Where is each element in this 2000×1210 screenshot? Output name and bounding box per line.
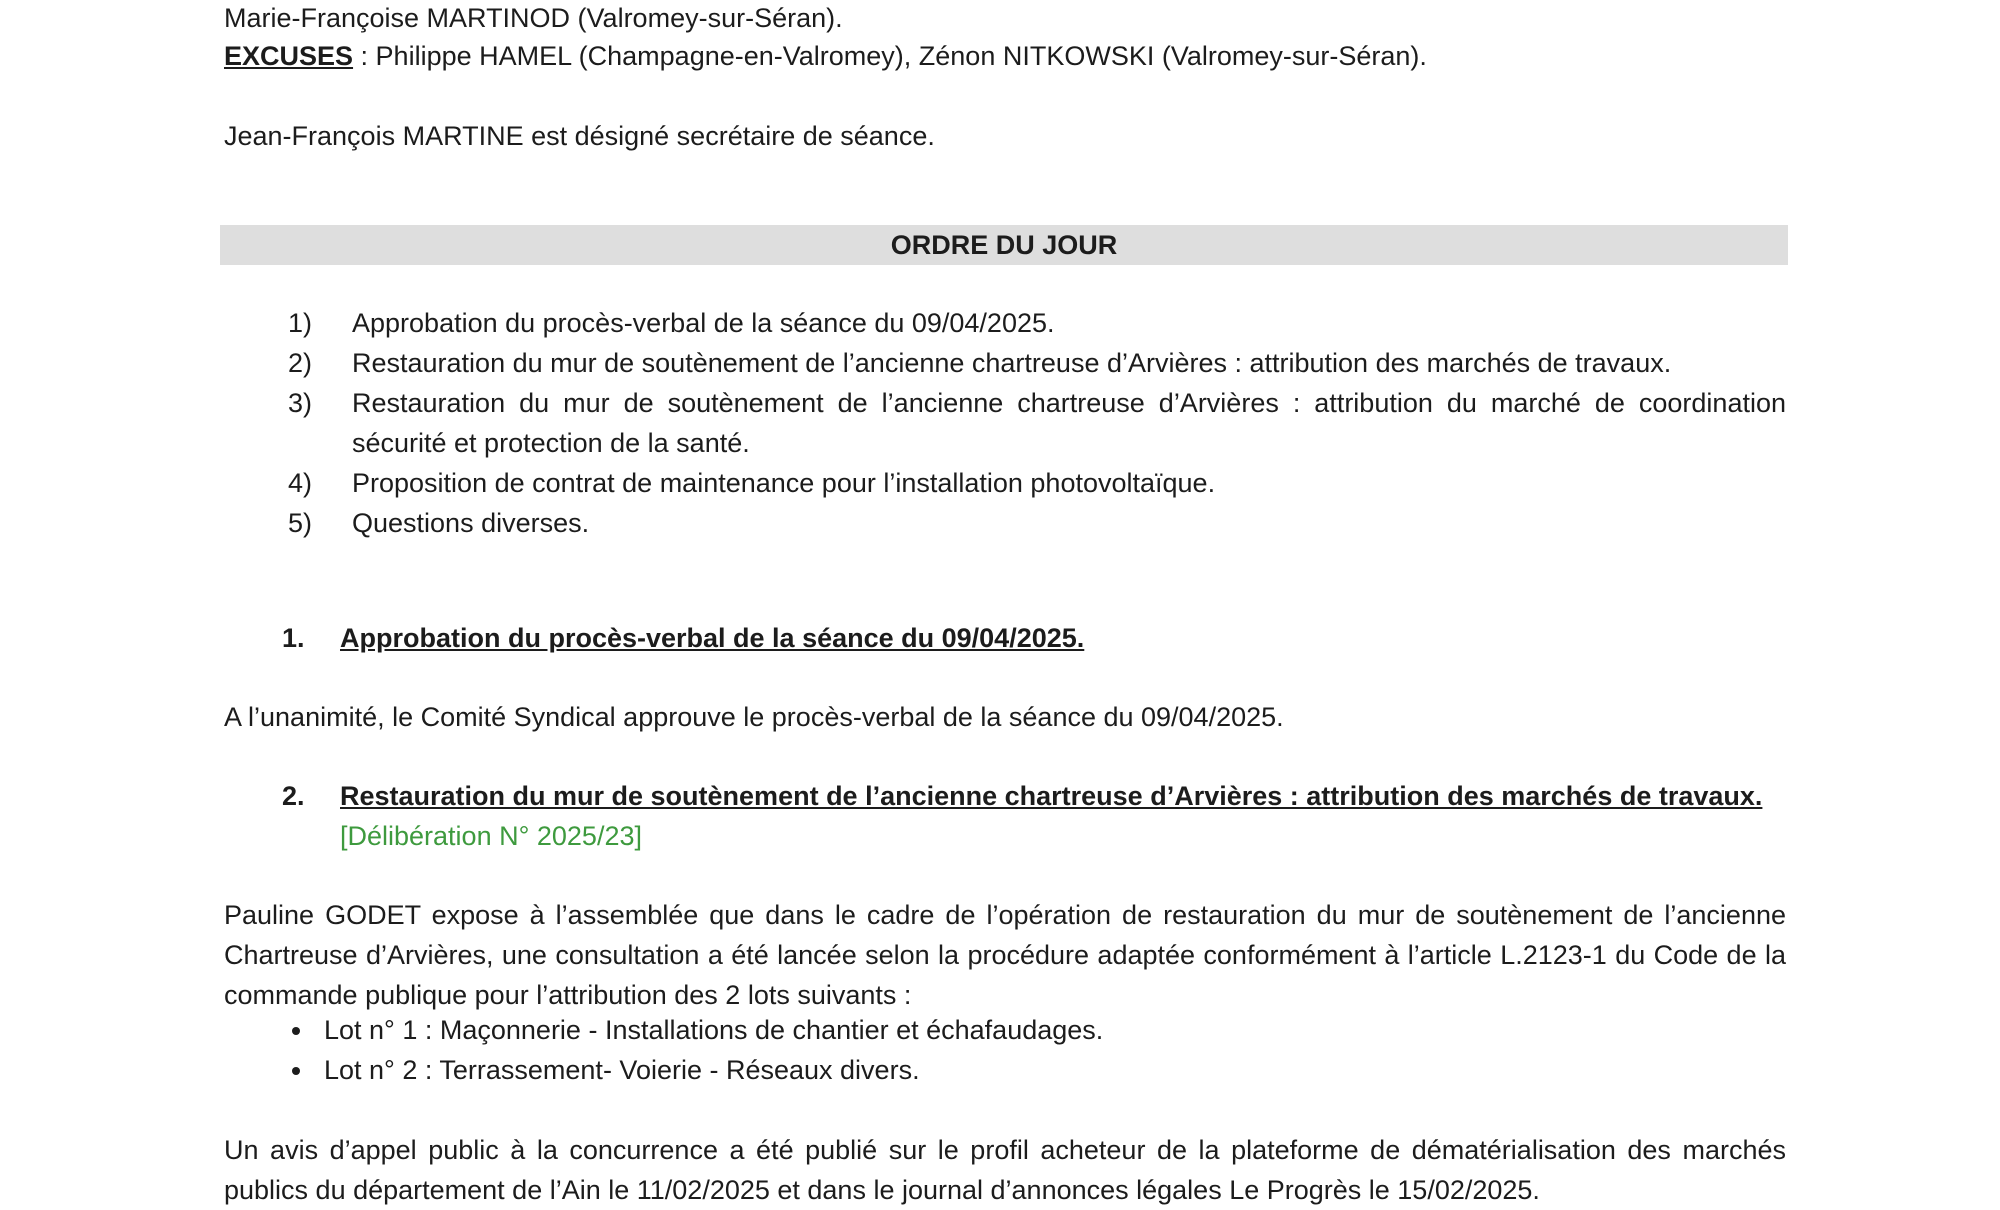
agenda-item-text: Questions diverses. — [352, 508, 590, 538]
agenda-item — [288, 463, 1786, 503]
agenda-item-text: Approbation du procès-verbal de la séance du 09/04/2025. — [352, 308, 1055, 338]
section-1-number: 1. — [282, 623, 305, 653]
deliberation-reference: [Délibération N° 2025/23] — [340, 821, 642, 851]
excuses-label: EXCUSES — [224, 41, 354, 71]
excuses-line — [224, 36, 1786, 76]
agenda-item-number: 3) — [288, 388, 313, 418]
section-2-number: 2. — [282, 781, 305, 811]
bullet-icon — [292, 1027, 300, 1035]
agenda-banner: ORDRE DU JOUR — [220, 225, 1788, 265]
section-2-notice: Un avis d’appel public à la concurrence a été publié sur le profil acheteur de la plateforme de dématérialisation des marchés publics du département de l’Ain le 11/02/2025 et dans le journal d’annonces légales Le Progrès le 15/02/2025. — [224, 1135, 1786, 1205]
secretary-statement: Jean-François MARTINE est désigné secrétaire de séance. — [224, 121, 935, 151]
lot-text: Lot n° 2 : Terrassement- Voierie - Réseaux divers. — [324, 1055, 920, 1085]
section-1-heading — [282, 618, 1786, 658]
bullet-icon — [292, 1067, 300, 1075]
section-2-title: Restauration du mur de soutènement de l’ancienne chartreuse d’Arvières : attribution des marchés de travaux. — [340, 781, 1763, 811]
attendance-line: Marie-Françoise MARTINOD (Valromey-sur-Séran). — [224, 3, 843, 33]
agenda-item — [288, 503, 1786, 543]
agenda-item-text: Restauration du mur de soutènement de l’ancienne chartreuse d’Arvières : attribution du marché de coordination sécurité et protection de la santé. — [352, 388, 1786, 458]
section-2-heading — [282, 776, 1786, 856]
agenda-item-number: 5) — [288, 508, 313, 538]
section-1-title: Approbation du procès-verbal de la séance du 09/04/2025. — [340, 623, 1085, 653]
agenda-item — [288, 343, 1786, 383]
section-2-title-block — [282, 776, 1786, 856]
agenda-item-number: 1) — [288, 308, 313, 338]
agenda-item — [288, 383, 1786, 463]
agenda-list — [288, 303, 1786, 543]
agenda-item-number: 4) — [288, 468, 313, 498]
excuses-text: : Philippe HAMEL (Champagne-en-Valromey), Zénon NITKOWSKI (Valromey-sur-Séran). — [353, 41, 1427, 71]
lots-list — [290, 1010, 1103, 1090]
list-item — [290, 1010, 1103, 1050]
lot-text: Lot n° 1 : Maçonnerie - Installations de chantier et échafaudages. — [324, 1015, 1104, 1045]
list-item — [290, 1050, 1103, 1090]
agenda-item-text: Restauration du mur de soutènement de l’ancienne chartreuse d’Arvières : attribution des marchés de travaux. — [352, 348, 1672, 378]
agenda-item — [288, 303, 1786, 343]
agenda-item-number: 2) — [288, 348, 313, 378]
section-2-intro: Pauline GODET expose à l’assemblée que dans le cadre de l’opération de restauration du mur de soutènement de l’ancienne Chartreuse d’Arvières, une consultation a été lancée selon la procédure adaptée conformément à l’article L.2123-1 du Code de la commande publique pour l’attribution des 2 lots suivants : — [224, 900, 1786, 1010]
section-1-body: A l’unanimité, le Comité Syndical approuve le procès-verbal de la séance du 09/04/2025. — [224, 702, 1284, 732]
agenda-item-text: Proposition de contrat de maintenance pour l’installation photovoltaïque. — [352, 468, 1216, 498]
